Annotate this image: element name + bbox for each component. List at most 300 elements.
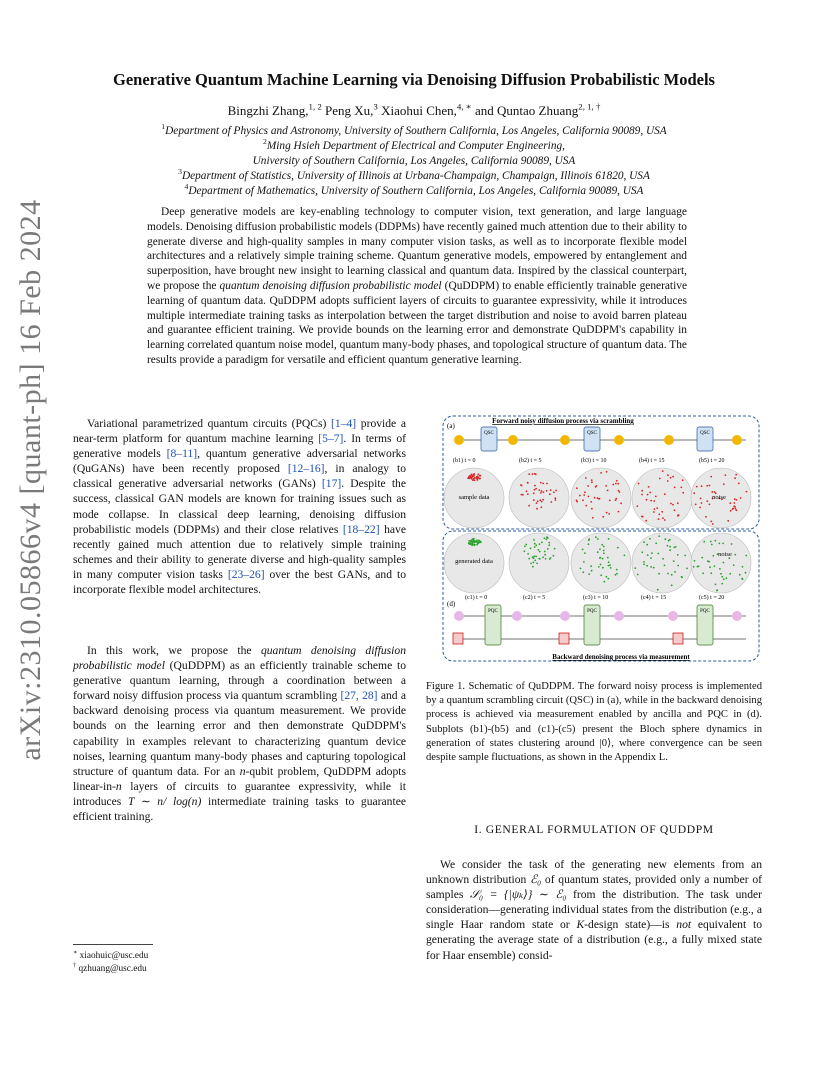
affiliation-line bbox=[60, 184, 768, 199]
sample-point bbox=[638, 483, 640, 485]
generated-data-label: generated data bbox=[455, 558, 493, 565]
sample-point bbox=[722, 543, 724, 545]
sample-point bbox=[712, 523, 714, 525]
state-node-icon bbox=[512, 611, 522, 621]
sample-point bbox=[699, 507, 701, 509]
pqc-label: PQC bbox=[700, 609, 710, 614]
sample-point bbox=[582, 571, 584, 573]
sample-point bbox=[684, 555, 686, 557]
sample-point bbox=[585, 477, 587, 479]
panel-label: (b2) t = 5 bbox=[519, 458, 542, 464]
author-name: Bingzhi Zhang, bbox=[227, 103, 309, 118]
sample-point bbox=[547, 548, 549, 550]
sample-point bbox=[657, 553, 659, 555]
text: -design state)—is bbox=[584, 918, 677, 932]
state-node-icon bbox=[664, 435, 674, 445]
sample-point bbox=[533, 562, 535, 564]
sample-point bbox=[616, 480, 618, 482]
affil-text: University of Southern California, Los Angeles, California 90089, USA bbox=[252, 155, 576, 167]
sample-point bbox=[527, 553, 529, 555]
state-node-icon bbox=[614, 611, 624, 621]
panel-label: (b5) t = 20 bbox=[699, 458, 725, 464]
qsc-label: QSC bbox=[700, 431, 710, 436]
sample-point bbox=[734, 554, 736, 556]
sample-point bbox=[599, 548, 601, 550]
abstract bbox=[147, 205, 687, 368]
sample-point bbox=[655, 542, 657, 544]
sample-point bbox=[605, 485, 607, 487]
sample-point bbox=[528, 505, 530, 507]
sample-point bbox=[742, 566, 744, 568]
text: We consider the task of the generating new elements from an unknown distribution bbox=[426, 858, 762, 887]
sample-point bbox=[643, 563, 645, 565]
sample-point bbox=[710, 521, 712, 523]
citation-link[interactable]: [23–26] bbox=[227, 567, 265, 581]
author-name: Xiaohui Chen, bbox=[377, 103, 457, 118]
sample-point bbox=[550, 501, 552, 503]
paragraph-text bbox=[73, 416, 406, 597]
text: from the distribution. The task under consideration—generating individual states from the distribution (e.g., a single Haar random state or bbox=[426, 888, 762, 932]
sample-point bbox=[735, 474, 737, 476]
citation-link[interactable]: [17] bbox=[321, 477, 342, 491]
sample-point bbox=[540, 482, 542, 484]
panel-label: (c3) t = 10 bbox=[583, 595, 609, 601]
sample-point bbox=[555, 499, 557, 501]
sample-point bbox=[548, 544, 550, 546]
sample-point bbox=[615, 483, 617, 485]
paragraph-text bbox=[73, 643, 406, 824]
sample-point bbox=[576, 500, 578, 502]
sample-point bbox=[601, 544, 603, 546]
sample-point bbox=[617, 483, 619, 485]
sample-point bbox=[711, 491, 713, 493]
state-node-icon bbox=[454, 611, 464, 621]
sample-point bbox=[541, 490, 543, 492]
sample-point bbox=[533, 499, 535, 501]
sample-point bbox=[731, 543, 733, 545]
sample-point bbox=[554, 497, 556, 499]
sample-point bbox=[533, 557, 535, 559]
forward-process-label: Forward noisy diffusion process via scrambling bbox=[492, 417, 634, 425]
sample-point bbox=[708, 561, 710, 563]
bloch-sphere-icon bbox=[691, 533, 751, 593]
z-measurement-icon bbox=[673, 633, 683, 644]
citation-link[interactable]: [18–22] bbox=[342, 522, 380, 536]
sample-data-label: sample data bbox=[458, 494, 490, 501]
sample-point bbox=[745, 572, 747, 574]
pqc-label: PQC bbox=[587, 609, 597, 614]
sample-point bbox=[480, 541, 482, 543]
sample-point bbox=[710, 572, 712, 574]
sample-point bbox=[715, 540, 717, 542]
sample-point bbox=[588, 573, 590, 575]
sample-point bbox=[682, 492, 684, 494]
sample-point bbox=[723, 578, 725, 580]
sample-point bbox=[591, 481, 593, 483]
sample-point bbox=[654, 508, 656, 510]
author-affil-mark: 3 bbox=[373, 101, 378, 112]
sample-point bbox=[600, 564, 602, 566]
sample-point bbox=[674, 571, 676, 573]
affil-mark: 1 bbox=[161, 122, 166, 132]
sample-point bbox=[642, 516, 644, 518]
pqc-label: PQC bbox=[488, 609, 498, 614]
sample-point bbox=[527, 493, 529, 495]
sample-point bbox=[677, 502, 679, 504]
sample-point bbox=[655, 496, 657, 498]
sample-point bbox=[554, 548, 556, 550]
text: Variational parametrized quantum circuits (PQCs) bbox=[87, 417, 332, 430]
text: provide a near-term platform for quantum machine learning bbox=[73, 417, 406, 446]
math: ℰ₀ bbox=[530, 873, 542, 887]
sample-point bbox=[736, 499, 738, 501]
noise-label: noise bbox=[718, 551, 732, 558]
sample-point bbox=[738, 483, 740, 485]
affiliations bbox=[60, 124, 768, 199]
sample-point bbox=[664, 493, 666, 495]
sample-point bbox=[585, 505, 587, 507]
sample-point bbox=[580, 568, 582, 570]
sample-point bbox=[471, 474, 473, 476]
bloch-sphere-icon bbox=[632, 468, 692, 528]
affiliation-line bbox=[60, 154, 768, 169]
sample-point bbox=[740, 497, 742, 499]
sample-point bbox=[705, 516, 707, 518]
sample-point bbox=[671, 584, 673, 586]
sample-point bbox=[542, 483, 544, 485]
sample-point bbox=[706, 485, 708, 487]
text: , quantum generative adversarial networks (QuGANs) have been recently proposed bbox=[73, 447, 406, 476]
citation-link[interactable]: [8–11] bbox=[166, 447, 198, 461]
sample-point bbox=[698, 565, 700, 567]
sample-point bbox=[591, 508, 593, 510]
sample-point bbox=[607, 557, 609, 559]
text: , in analogy to classical generative adversarial networks (GANs) bbox=[73, 462, 406, 491]
sample-point bbox=[616, 573, 618, 575]
author-affil-mark: 2, 1, † bbox=[578, 101, 601, 112]
sample-point bbox=[588, 496, 590, 498]
sample-point bbox=[610, 567, 612, 569]
sample-point bbox=[479, 475, 481, 477]
sample-point bbox=[646, 544, 648, 546]
z-measurement-icon bbox=[559, 633, 569, 644]
sample-point bbox=[540, 506, 542, 508]
sample-point bbox=[661, 511, 663, 513]
emphasis: quantum denoising diffusion probabilistic model bbox=[73, 644, 406, 673]
sample-point bbox=[527, 482, 529, 484]
sample-point bbox=[477, 479, 479, 481]
sample-point bbox=[649, 492, 651, 494]
sample-point bbox=[478, 540, 480, 542]
z-measurement-icon bbox=[453, 633, 463, 644]
footnote bbox=[73, 950, 406, 963]
sample-point bbox=[606, 471, 608, 473]
sample-point bbox=[535, 556, 537, 558]
sample-point bbox=[587, 485, 589, 487]
math: T ∼ n/ log(n) bbox=[127, 794, 202, 808]
sample-point bbox=[540, 492, 542, 494]
sample-point bbox=[657, 589, 659, 591]
text: of quantum states, provided only a number of samples bbox=[426, 873, 762, 902]
sample-point bbox=[607, 578, 609, 580]
sample-point bbox=[721, 583, 723, 585]
sample-point bbox=[477, 473, 479, 475]
abstract-paragraph bbox=[147, 205, 687, 368]
sample-point bbox=[710, 541, 712, 543]
sample-point bbox=[533, 539, 535, 541]
sample-point bbox=[670, 477, 672, 479]
sample-point bbox=[471, 476, 473, 478]
affiliation-line bbox=[60, 139, 768, 154]
sample-point bbox=[534, 560, 536, 562]
sample-point bbox=[603, 550, 605, 552]
sample-point bbox=[651, 552, 653, 554]
sample-point bbox=[686, 568, 688, 570]
sample-point bbox=[533, 555, 535, 557]
sample-point bbox=[600, 472, 602, 474]
sample-point bbox=[733, 564, 735, 566]
sample-point bbox=[745, 555, 747, 557]
text: equivalent to generating the average state of a distribution (e.g., a fully mixed state for Haar ensemble) consid- bbox=[426, 918, 762, 962]
text: (QuDDPM) as an efficiently trainable scheme to generative quantum learning, through a coordination between a forward noisy diffusion process via quantum scrambling bbox=[73, 659, 406, 703]
sample-point bbox=[732, 508, 734, 510]
citation-link[interactable]: [1–4] bbox=[331, 417, 357, 430]
sample-point bbox=[538, 549, 540, 551]
sample-point bbox=[715, 584, 717, 586]
sample-point bbox=[608, 538, 610, 540]
sample-point bbox=[674, 487, 676, 489]
sample-point bbox=[594, 497, 596, 499]
state-node-icon bbox=[614, 435, 624, 445]
sample-point bbox=[583, 561, 585, 563]
sample-point bbox=[671, 574, 673, 576]
sample-point bbox=[646, 499, 648, 501]
sample-point bbox=[520, 484, 522, 486]
sample-point bbox=[647, 494, 649, 496]
sample-point bbox=[667, 573, 669, 575]
sample-point bbox=[634, 567, 636, 569]
sample-point bbox=[673, 560, 675, 562]
sample-point bbox=[719, 568, 721, 570]
state-node-icon bbox=[732, 611, 742, 621]
sample-point bbox=[541, 542, 543, 544]
sample-point bbox=[553, 555, 555, 557]
sample-point bbox=[537, 500, 539, 502]
sample-point bbox=[534, 485, 536, 487]
email-link[interactable]: qzhuang@usc.edu bbox=[76, 964, 147, 974]
math: 𝒮₀ = {|ψₖ⟩} ∼ ℰ₀ bbox=[469, 888, 567, 902]
affil-text: Ming Hsieh Department of Electrical and Computer Engineering, bbox=[266, 140, 565, 152]
sample-point bbox=[693, 566, 695, 568]
sample-point bbox=[739, 574, 741, 576]
bloch-sphere-icon bbox=[632, 533, 692, 593]
sample-point bbox=[726, 577, 728, 579]
sample-point bbox=[645, 520, 647, 522]
paragraph-text bbox=[426, 857, 762, 963]
text: and a backward denoising process via quantum measurement. We provide bounds on the learning error and then demonstrate QuDDPM's capability in examples relevant to characterizing quantum device noises, learning quantum many-body phases and capturing topological structure of quantum data. For an bbox=[73, 689, 406, 778]
sample-point bbox=[606, 576, 608, 578]
sample-point bbox=[471, 545, 473, 547]
panel-label: (b3) t = 10 bbox=[581, 458, 607, 464]
sample-point bbox=[680, 487, 682, 489]
citation-link[interactable]: [5–7] bbox=[318, 432, 344, 446]
sample-point bbox=[712, 555, 714, 557]
sample-point bbox=[535, 544, 537, 546]
sample-point bbox=[650, 566, 652, 568]
state-node-icon bbox=[560, 435, 570, 445]
sample-point bbox=[471, 540, 473, 542]
sample-point bbox=[543, 491, 545, 493]
sample-point bbox=[656, 507, 658, 509]
sample-point bbox=[662, 470, 664, 472]
sample-point bbox=[472, 479, 474, 481]
sample-point bbox=[612, 484, 614, 486]
sample-point bbox=[658, 535, 660, 537]
state-node-icon bbox=[560, 611, 570, 621]
sample-point bbox=[534, 546, 536, 548]
state-node-icon bbox=[508, 435, 518, 445]
text: . Despite the success, classical GAN models are known for training issues such as mode collapse. In classical deep learning, denoising diffusion probabilistic models (DDPMs) and their close relatives bbox=[73, 477, 406, 536]
sample-point bbox=[658, 573, 660, 575]
sample-point bbox=[746, 491, 748, 493]
sample-point bbox=[526, 490, 528, 492]
sample-point bbox=[706, 500, 708, 502]
sample-point bbox=[694, 560, 696, 562]
sample-point bbox=[667, 480, 669, 482]
affiliation-line bbox=[60, 169, 768, 184]
sample-point bbox=[701, 557, 703, 559]
sample-point bbox=[544, 537, 546, 539]
sample-point bbox=[590, 565, 592, 567]
footnote-mark: ∗ bbox=[73, 948, 78, 956]
sample-point bbox=[602, 516, 604, 518]
sample-point bbox=[649, 538, 651, 540]
email-link[interactable]: xiaohuic@usc.edu bbox=[77, 951, 149, 961]
sample-point bbox=[595, 536, 597, 538]
affil-text: Department of Physics and Astronomy, University of Southern California, Los Angeles, California 90089, USA bbox=[165, 125, 667, 137]
sample-point bbox=[542, 556, 544, 558]
sample-point bbox=[714, 565, 716, 567]
abstract-text: (QuDDPM) to enable efficiently trainable generative learning of quantum data. QuDDPM adopts sufficient layers of circuits to guarantee expressivity, while it introduces multiple intermediate training tasks as interpolation between the target distribution and noise to avoid barren plateau and guarantee efficient training. We provide bounds on the learning error and demonstrate QuDDPM's capability in learning correlated quantum noise model, quantum many-body phases, and topological structure of quantum data. The results provide a paradigm for versatile and efficient quantum generative learning. bbox=[147, 279, 688, 366]
sample-point bbox=[725, 474, 727, 476]
sample-point bbox=[720, 573, 722, 575]
sample-point bbox=[528, 473, 530, 475]
sample-point bbox=[603, 552, 605, 554]
sample-point bbox=[664, 565, 666, 567]
panel-label: (b1) t = 0 bbox=[453, 458, 476, 464]
math: K bbox=[576, 918, 585, 932]
sample-point bbox=[584, 491, 586, 493]
sample-point bbox=[653, 500, 655, 502]
sample-point bbox=[721, 576, 723, 578]
intro-paragraph-2 bbox=[73, 643, 406, 824]
sample-point bbox=[667, 474, 669, 476]
sample-point bbox=[536, 502, 538, 504]
sample-point bbox=[608, 513, 610, 515]
sample-point bbox=[711, 544, 713, 546]
sample-point bbox=[677, 565, 679, 567]
abstract-text: Deep generative models are key-enabling technology to computer vision, text generation, and large language models. Denoising diffusion probabilistic models (DDPMs) have recently gained much attention due to their ability to generate diverse and high-quality samples in many computer vision tasks, as well as to incorporate flexible model architectures and a relatively simple training scheme. Quantum generative models, empowered by entanglement and superposition, have brought new insight to learning classical and quantum data. Inspired by the classical counterpart, we propose the bbox=[147, 206, 687, 292]
sample-point bbox=[734, 477, 736, 479]
sample-point bbox=[469, 477, 471, 479]
citation-link[interactable]: [27, 28] bbox=[340, 689, 378, 703]
author-affil-mark: 1, 2 bbox=[308, 101, 322, 112]
sample-point bbox=[591, 570, 593, 572]
sample-point bbox=[525, 544, 527, 546]
sample-point bbox=[546, 538, 548, 540]
text: have recently gained much attention due to relatively simple training schemes and their ability to generate diverse and high-quality samples in many computer vision tasks bbox=[73, 522, 406, 581]
sample-point bbox=[643, 541, 645, 543]
panel-label: (c5) t = 20 bbox=[699, 595, 725, 601]
sample-point bbox=[701, 502, 703, 504]
sample-point bbox=[579, 495, 581, 497]
sample-point bbox=[582, 499, 584, 501]
sample-point bbox=[607, 490, 609, 492]
emphasis: not bbox=[676, 918, 692, 932]
text: over the best GANs, and to incorporate flexible model architectures. bbox=[73, 567, 406, 597]
math: n bbox=[239, 764, 246, 778]
sample-point bbox=[602, 558, 604, 560]
sample-point bbox=[473, 544, 475, 546]
paper-title: Generative Quantum Machine Learning via Denoising Diffusion Probabilistic Models bbox=[113, 70, 715, 89]
author-affil-mark: 4, ∗ bbox=[456, 101, 472, 112]
sample-point bbox=[606, 512, 608, 514]
footnotes bbox=[73, 950, 406, 976]
sample-point bbox=[669, 546, 671, 548]
state-node-icon bbox=[668, 611, 678, 621]
sample-point bbox=[641, 551, 643, 553]
figure-1-schematic bbox=[441, 413, 761, 663]
sample-point bbox=[550, 557, 552, 559]
sample-point bbox=[544, 551, 546, 553]
sample-point bbox=[641, 494, 643, 496]
citation-link[interactable]: [12–16] bbox=[287, 462, 325, 476]
panel-label: (c4) t = 15 bbox=[641, 595, 667, 601]
panel-label: (c1) t = 0 bbox=[465, 595, 488, 601]
backward-process-label: Backward denoising process via measurement bbox=[552, 653, 690, 661]
sample-point bbox=[735, 508, 737, 510]
sample-point bbox=[546, 483, 548, 485]
sample-point bbox=[620, 502, 622, 504]
sample-point bbox=[695, 504, 697, 506]
panel-label: (c2) t = 5 bbox=[523, 595, 546, 601]
sample-point bbox=[603, 581, 605, 583]
sample-point bbox=[533, 492, 535, 494]
affil-text: Department of Statistics, University of Illinois at Urbana-Champaign, Champaign, Illinois 61820, USA bbox=[181, 170, 650, 182]
sample-point bbox=[530, 563, 532, 565]
sample-point bbox=[703, 541, 705, 543]
sample-point bbox=[479, 478, 481, 480]
sample-point bbox=[608, 561, 610, 563]
sample-point bbox=[616, 569, 618, 571]
sample-point bbox=[736, 509, 738, 511]
sample-point bbox=[672, 504, 674, 506]
affil-mark: 2 bbox=[263, 137, 267, 147]
sample-point bbox=[602, 567, 604, 569]
sample-point bbox=[718, 543, 720, 545]
sample-point bbox=[555, 490, 557, 492]
sample-point bbox=[664, 538, 666, 540]
sample-point bbox=[677, 515, 679, 517]
affiliation-line bbox=[60, 124, 768, 139]
sample-point bbox=[524, 550, 526, 552]
sample-point bbox=[617, 547, 619, 549]
sample-point bbox=[681, 577, 683, 579]
sample-point bbox=[658, 514, 660, 516]
sample-point bbox=[534, 489, 536, 491]
noise-label: noise bbox=[712, 494, 726, 501]
sample-point bbox=[600, 574, 602, 576]
